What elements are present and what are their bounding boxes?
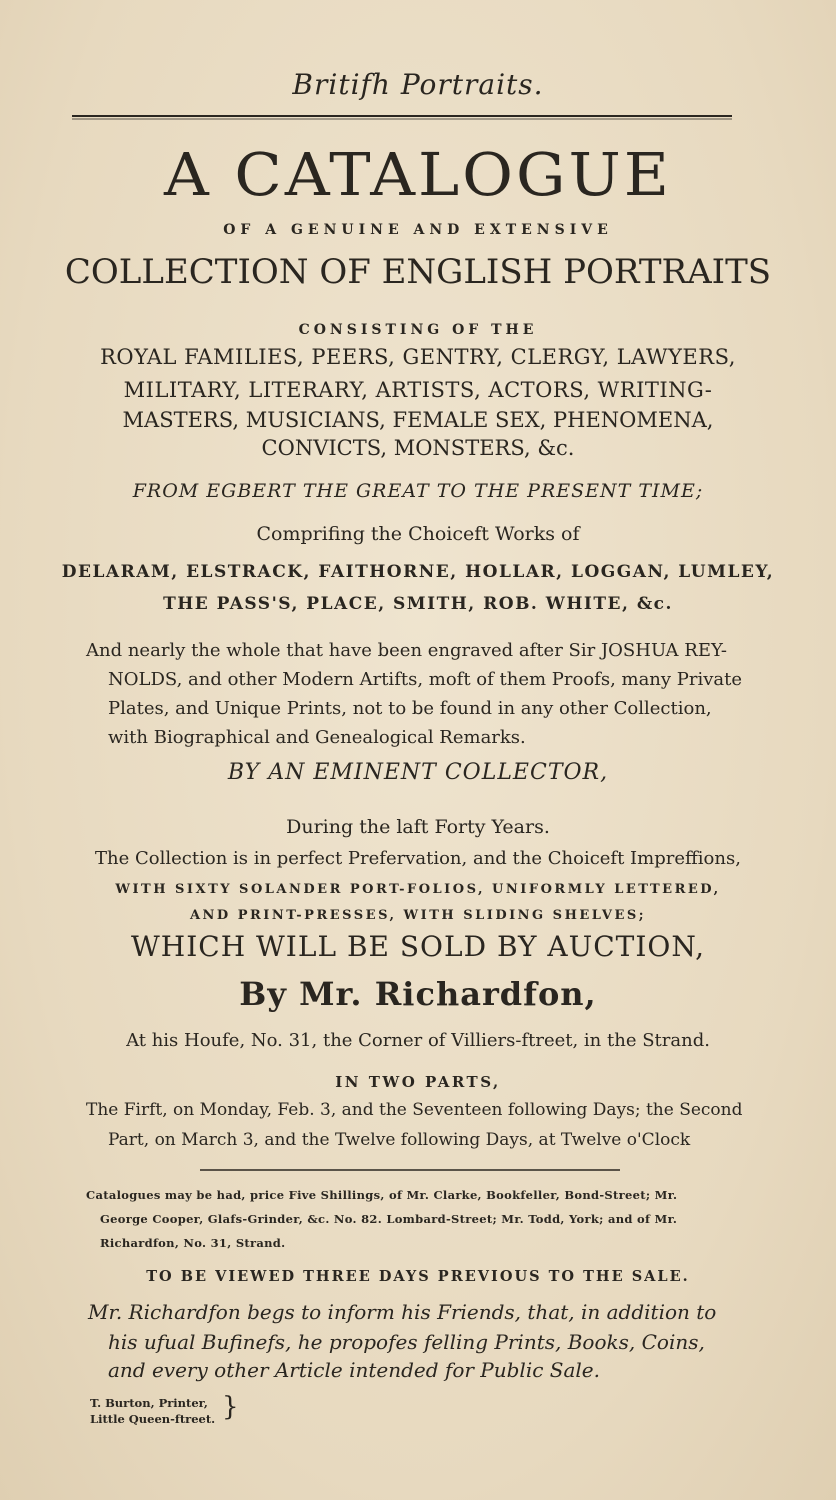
- catalogues-line-2: George Cooper, Glafs-Grinder, &c. No. 82. Lombard-Street; Mr. Todd, York; and of Mr.: [100, 1212, 678, 1226]
- category-line-4: CONVICTS, MONSTERS, &c.: [261, 436, 575, 460]
- reynolds-line-4: with Biographical and Genealogical Remarks.: [108, 727, 526, 748]
- notice-line-3: and every other Article intended for Public Sale.: [108, 1358, 600, 1382]
- two-parts-line: IN TWO PARTS,: [335, 1073, 501, 1091]
- printer-brace: }: [222, 1392, 239, 1422]
- reynolds-line-3: Plates, and Unique Prints, not to be found in any other Collection,: [108, 698, 712, 719]
- category-line-3: MASTERS, MUSICIANS, FEMALE SEX, PHENOMENA,: [122, 408, 714, 432]
- engravers-line-2: THE PASS'S, PLACE, SMITH, ROB. WHITE, &c.: [163, 594, 673, 614]
- category-line-2: MILITARY, LITERARY, ARTISTS, ACTORS, WRITING-: [123, 378, 713, 402]
- running-title: Britifh Portraits.: [292, 68, 544, 101]
- short-rule: [200, 1167, 620, 1173]
- auction-headline: WHICH WILL BE SOLD BY AUCTION,: [131, 930, 705, 963]
- solander-line: WITH SIXTY SOLANDER PORT-FOLIOS, UNIFORMLY LETTERED,: [115, 882, 721, 897]
- engravers-line-1: DELARAM, ELSTRACK, FAITHORNE, HOLLAR, LOGGAN, LUMLEY,: [61, 562, 775, 582]
- period-line: FROM EGBERT THE GREAT TO THE PRESENT TIME;: [132, 480, 704, 502]
- auctioneer-name: By Mr. Richardfon,: [239, 975, 597, 1013]
- main-title: A CATALOGUE: [163, 139, 673, 210]
- consisting-line: CONSISTING OF THE: [298, 322, 538, 338]
- collection-heading: COLLECTION OF ENGLISH PORTRAITS: [64, 252, 772, 292]
- reynolds-line-2: NOLDS, and other Modern Artifts, moft of them Proofs, many Private: [108, 669, 743, 690]
- schedule-line-2: Part, on March 3, and the Twelve following Days, at Twelve o'Clock: [108, 1130, 691, 1150]
- by-eminent-collector: BY AN EMINENT COLLECTOR,: [227, 760, 609, 785]
- schedule-line-1: The Firft, on Monday, Feb. 3, and the Seventeen following Days; the Second: [86, 1100, 743, 1120]
- catalogues-line-3: Richardfon, No. 31, Strand.: [100, 1236, 286, 1250]
- printer-line-2: Little Queen-ftreet.: [90, 1412, 216, 1426]
- preservation-line: The Collection is in perfect Prefervation, and the Choiceft Impreffions,: [95, 848, 741, 869]
- auction-address: At his Houfe, No. 31, the Corner of Villiers-ftreet, in the Strand.: [126, 1030, 710, 1051]
- notice-line-1: Mr. Richardfon begs to inform his Friends, that, in addition to: [88, 1300, 717, 1324]
- presses-line: AND PRINT-PRESSES, WITH SLIDING SHELVES;: [189, 908, 647, 923]
- double-rule: [72, 112, 732, 122]
- comprising-line: Comprifing the Choiceft Works of: [256, 523, 580, 545]
- of-genuine-line: OF A GENUINE AND EXTENSIVE: [223, 222, 613, 238]
- viewing-line: TO BE VIEWED THREE DAYS PREVIOUS TO THE SALE.: [146, 1268, 690, 1285]
- printer-line-1: T. Burton, Printer,: [90, 1396, 208, 1410]
- notice-line-2: his ufual Bufinefs, he propofes felling Prints, Books, Coins,: [108, 1330, 705, 1354]
- category-line-1: ROYAL FAMILIES, PEERS, GENTRY, CLERGY, LAWYERS,: [100, 345, 736, 369]
- reynolds-line-1: And nearly the whole that have been engraved after Sir JOSHUA REY-: [86, 640, 727, 661]
- during-line: During the laft Forty Years.: [286, 816, 550, 838]
- catalogues-line-1: Catalogues may be had, price Five Shillings, of Mr. Clarke, Bookfeller, Bond-Street; Mr.: [86, 1188, 678, 1202]
